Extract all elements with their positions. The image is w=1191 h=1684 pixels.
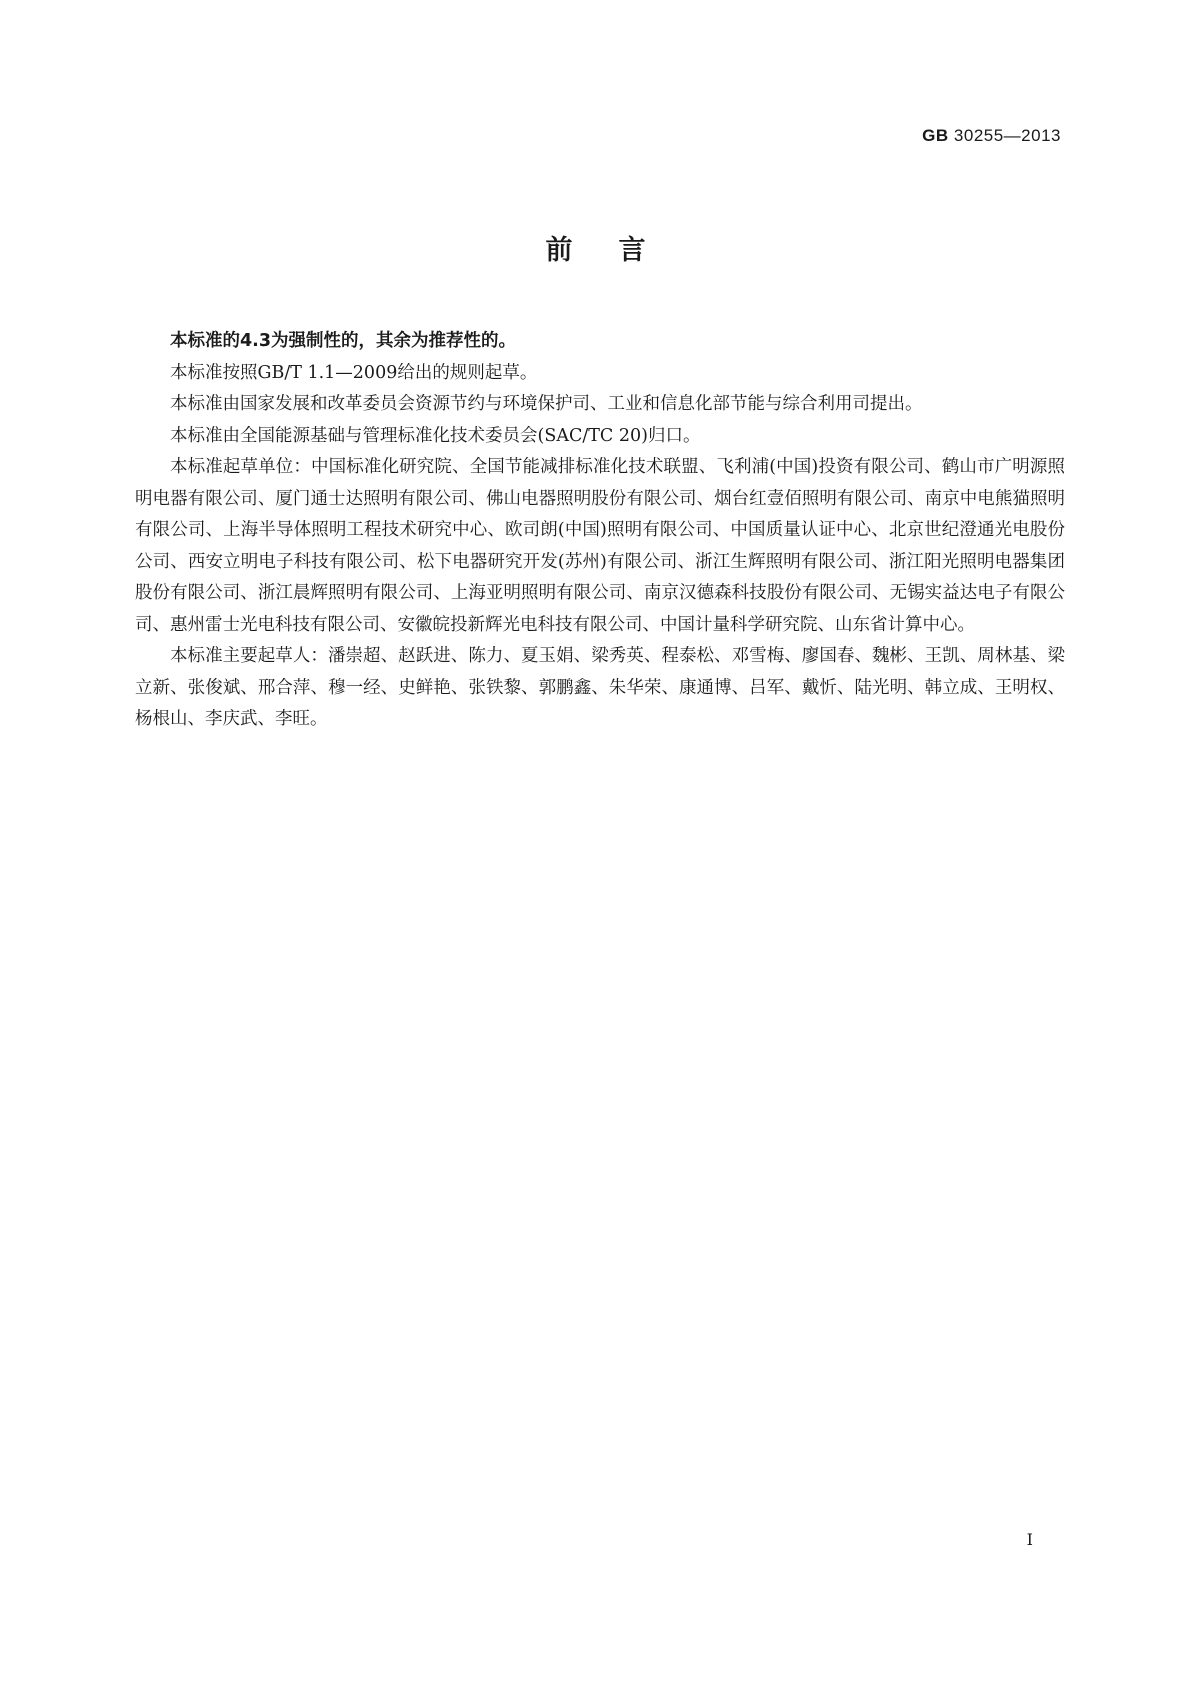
page-number: I	[1026, 1530, 1033, 1549]
proposer-paragraph: 本标准由国家发展和改革委员会资源节约与环境保护司、工业和信息化部节能与综合利用司提出。	[170, 394, 923, 414]
drafting-units-paragraph: 本标准起草单位：中国标准化研究院、全国节能减排标准化技术联盟、飞利浦(中国)投资有限公司、鹤山市广明源照明电器有限公司、厦门通士达照明有限公司、佛山电器照明股份有限公司、烟台红壹佰照明有限公司、南京中电熊猫照明有限公司、上海半导体照明工程技术研究中心、欧司朗(中国)照明有限公司、中国质量认证中心、北京世纪澄通光电股份公司、西安立明电子科技有限公司、松下电器研究开发(苏州)有限公司、浙江生辉照明有限公司、浙江阳光照明电器集团股份有限公司、浙江晨辉照明有限公司、上海亚明照明有限公司、南京汉德森科技股份有限公司、无锡实益达电子有限公司、惠州雷士光电科技有限公司、安徽皖投新辉光电科技有限公司、中国计量科学研究院、山东省计算中心。	[135, 457, 1065, 635]
mandatory-clause-paragraph: 本标准的4.3为强制性的，其余为推荐性的。	[170, 331, 516, 351]
main-drafters-paragraph: 本标准主要起草人：潘崇超、赵跃进、陈力、夏玉娟、梁秀英、程泰松、邓雪梅、廖国春、魏彬、王凯、周林基、梁立新、张俊斌、邢合萍、穆一经、史鲜艳、张铁黎、郭鹏鑫、朱华荣、康通博、吕军、戴忻、陆光明、韩立成、王明权、杨根山、李庆武、李旺。	[135, 646, 1065, 729]
foreword-body	[135, 326, 1065, 736]
centralized-management-paragraph: 本标准由全国能源基础与管理标准化技术委员会(SAC/TC 20)归口。	[170, 425, 701, 446]
page-title: 前言	[545, 235, 692, 266]
standard-code	[922, 126, 1061, 146]
standard-code-number: 30255—2013	[953, 126, 1061, 145]
drafting-rules-paragraph: 本标准按照GB/T 1.1—2009给出的规则起草。	[170, 362, 538, 383]
standard-code-prefix: GB	[922, 126, 949, 145]
